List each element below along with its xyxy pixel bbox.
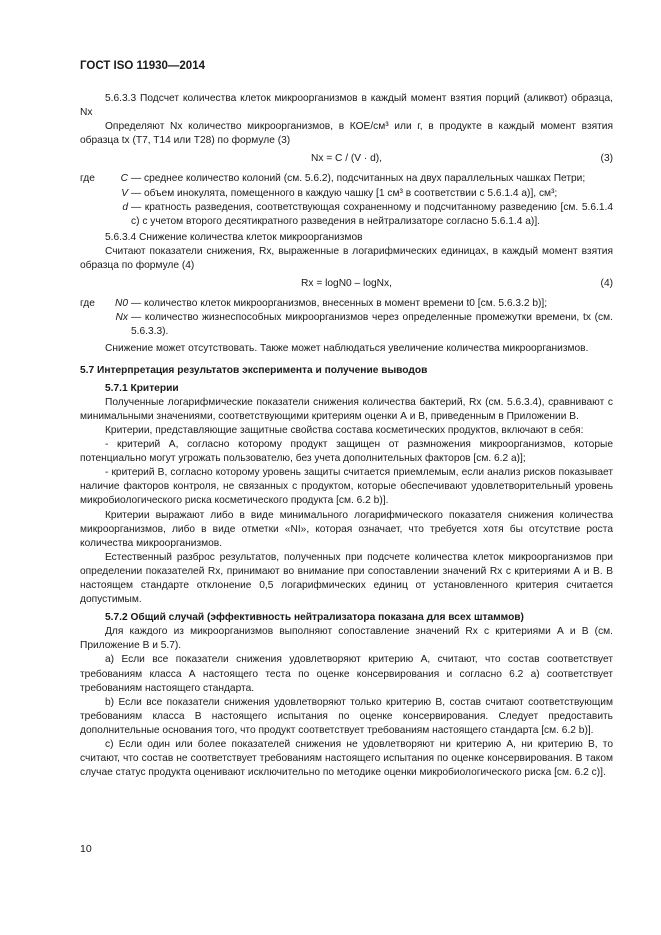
list-item-criterion-a: - критерий А, согласно которому продукт защищен от размножения микроорганизмов, которые потенциально могут угрожать пользователю, без учета дополнительных факторов [см. 6.2 а)]; <box>80 439 613 465</box>
definition-symbol: N0 <box>114 298 128 310</box>
definition-row <box>80 172 613 186</box>
definition-lead: где <box>80 298 95 310</box>
paragraph: Определяют Nx количество микроорганизмов, в КОЕ/см³ или г, в продукте в каждый момент взятия образца tx (T7, T14 или T28) по формуле (3) <box>80 121 613 147</box>
definition-symbol: Nx <box>115 312 128 324</box>
paragraph-5-6-3-3: 5.6.3.3 Подсчет количества клеток микроорганизмов в каждый момент взятия порций (аликвот) образца, Nx <box>80 93 613 119</box>
paragraph: Считают показатели снижения, Rx, выраженные в логарифмических единицах, в каждый момент взятия образца по формуле (4) <box>80 245 613 272</box>
paragraph: Для каждого из микроорганизмов выполняют сопоставление значений Rx с критериями А и В (см. Приложение В и 5.7). <box>80 626 613 652</box>
definition-row <box>80 297 613 311</box>
list-item-a: а) Если все показатели снижения удовлетворяют критерию А, считают, что состав соответствует требованиям класса А настоящего теста по оценке консервирования и согласно 6.2 а) соответствует требованиям настоящего стандарта. <box>80 654 613 694</box>
definition-symbol: V <box>121 187 128 199</box>
paragraph: Критерии выражают либо в виде минимального логарифмического показателя снижения количества микроорганизмов, либо в виде отметки «NI», которая означает, что требуется хотя бы отсутствие роста количества микроорганизмов. <box>80 509 613 549</box>
formula-number: (3) <box>600 153 613 165</box>
definition-lead <box>80 187 103 201</box>
definition-row <box>80 201 613 229</box>
page-body <box>80 92 613 780</box>
paragraph-5-6-3-4: 5.6.3.4 Снижение количества клеток микроорганизмов <box>105 231 363 243</box>
definitions-list <box>80 172 613 228</box>
definition-text: — среднее количество колоний (см. 5.6.2), подсчитанных на двух параллельных чашках Петри; <box>131 173 586 185</box>
formula-expression: Rx = logN0 – logNx, <box>301 278 392 290</box>
paragraph: Критерии, представляющие защитные свойства состава косметических продуктов, включают в себя: <box>105 424 584 436</box>
definition-text: — объем инокулята, помещенного в каждую чашку [1 см³ в соответствии с 5.6.1.4 а)], см³; <box>131 187 558 199</box>
paragraph: Естественный разброс результатов, полученных при подсчете количества клеток микроорганизмов при определении показателей Rx, принимают во внимание при сопоставлении значений Rx с критериями А и В. В настоящем стандарте отклонение 0,5 логарифмических единиц от установленного критерия считается допустимым. <box>80 551 613 606</box>
page-number: 10 <box>80 843 92 855</box>
definition-text: — кратность разведения, соответствующая сохраненному и подсчитанному разведению [см. 5.6.1.4 с) с учетом второго десятикратного разведения в нейтрализаторе согласно 5.6.1.4 а)]. <box>131 201 613 227</box>
definition-lead <box>80 201 103 229</box>
definition-text: — количество клеток микроорганизмов, внесенных в момент времени t0 [см. 5.6.3.2 b)]; <box>131 298 548 310</box>
subsection-heading-5-7-2: 5.7.2 Общий случай (эффективность нейтрализатора показана для всех штаммов) <box>105 612 524 624</box>
definition-lead: где <box>80 173 95 185</box>
paragraph: Полученные логарифмические показатели снижения количества бактерий, Rx (см. 5.6.3.4), сравнивают с минимальными значениями, соответствующими критериям оценки А и В, приведенным в Приложении В. <box>80 396 613 422</box>
section-heading-5-7: 5.7 Интерпретация результатов эксперимента и получение выводов <box>80 364 428 376</box>
definition-symbol: C <box>120 173 128 185</box>
definition-row <box>80 311 613 339</box>
definition-lead <box>80 311 103 339</box>
list-item-b: b) Если все показатели снижения удовлетворяют только критерию В, состав считают соответствующим требованиям класса В настоящего испытания по оценке консервирования. Следует предоставить дополнительные основания того, что продукт соответствует требованиям настоящего стандарта [см. 6.2 b)]. <box>80 696 613 736</box>
formula-4 <box>80 277 613 291</box>
definition-row <box>80 187 613 201</box>
document-header: ГОСТ ISO 11930—2014 <box>80 60 205 72</box>
formula-number: (4) <box>600 278 613 290</box>
formula-expression: Nx = C / (V · d), <box>310 153 383 165</box>
definition-symbol: d <box>122 201 128 213</box>
definitions-list <box>80 297 613 339</box>
paragraph: Снижение может отсутствовать. Также может наблюдаться увеличение количества микроорганизмов. <box>105 342 589 354</box>
formula-3 <box>80 152 613 166</box>
list-item-c: с) Если один или более показателей снижения не удовлетворяют ни критерию А, ни критерию В, то считают, что состав не соответствует требованиям настоящего испытания по оценке консервирования. В таком случае статус продукта оценивают исключительно по методике оценки микробиологического риска [см. 6.2 с)]. <box>80 739 613 779</box>
definition-text: — количество жизнеспособных микроорганизмов через определенные промежутки времени, tx (см. 5.6.3.3). <box>131 312 613 338</box>
subsection-heading-5-7-1: 5.7.1 Критерии <box>105 382 179 394</box>
list-item-criterion-b: - критерий В, согласно которому уровень защиты считается приемлемым, если анализ рисков показывает наличие факторов контроля, не связанных с продуктом, которые обеспечивают удовлетворительный уровень микробиологического риска косметического продукта [см. 6.2 b)]. <box>80 467 613 507</box>
